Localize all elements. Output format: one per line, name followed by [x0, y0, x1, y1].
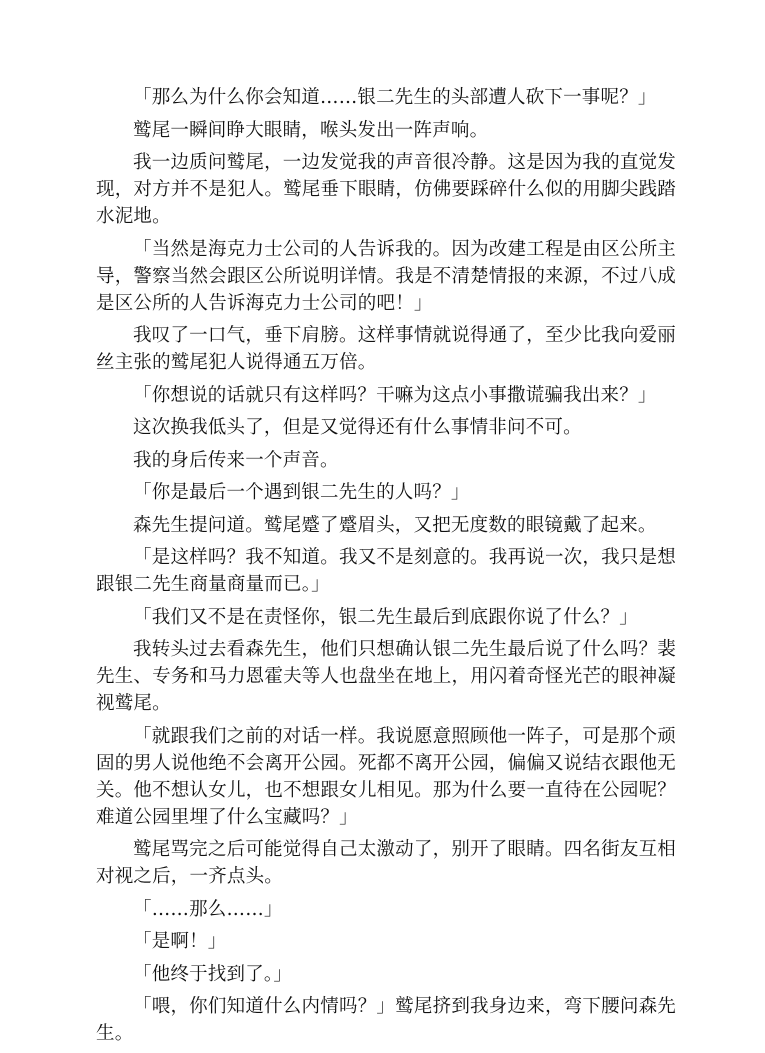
- paragraph-10: 森先生提问道。鹫尾蹙了蹙眉头，又把无度数的眼镜戴了起来。: [133, 514, 657, 536]
- paragraph-6: 「你想说的话就只有这样吗？干嘛为这点小事撒谎骗我出来？」: [133, 384, 657, 406]
- paragraph-7: 这次换我低头了，但是又觉得还有什么事情非问不可。: [133, 417, 582, 438]
- book-page: [96, 84, 676, 1053]
- paragraph-12: 「我们又不是在责怪你，银二先生最后到底跟你说了什么？」: [133, 606, 638, 628]
- paragraph-3: 我一边质问鹫尾，一边发觉我的声音很冷静。这是因为我的直觉发现，对方并不是犯人。鹫尾垂下眼睛，仿佛要踩碎什么似的用脚尖践踏水泥地。: [96, 152, 676, 227]
- paragraph-14: 「就跟我们之前的对话一样。我说愿意照顾他一阵子，可是那个顽固的男人说他绝不会离开公园。死都不离开公园，偏偏又说结衣跟他无关。他不想认女儿，也不想跟女儿相见。那为什么要一直待在公园呢？难道公园里埋了什么宝藏吗？」: [96, 725, 676, 828]
- paragraph-17: 「是啊！」: [133, 931, 227, 952]
- paragraph-1: 「那么为什么你会知道……银二先生的头部遭人砍下一事呢？」: [133, 87, 657, 108]
- paragraph-15: 鹫尾骂完之后可能觉得自己太激动了，别开了眼睛。四名街友互相对视之后，一齐点头。: [96, 839, 676, 887]
- paragraph-11: 「是这样吗？我不知道。我又不是刻意的。我再说一次，我只是想跟银二先生商量商量而已。」: [96, 547, 676, 595]
- paragraph-5: 我叹了一口气，垂下肩膀。这样事情就说得通了，至少比我向爱丽丝主张的鹫尾犯人说得通五万倍。: [96, 325, 676, 373]
- paragraph-19: 「喂，你们知道什么内情吗？」鹫尾挤到我身边来，弯下腰问森先生。: [96, 996, 676, 1044]
- paragraph-18: 「他终于找到了。」: [133, 963, 293, 985]
- paragraph-16: 「……那么……」: [133, 898, 283, 920]
- paragraph-9: 「你是最后一个遇到银二先生的人吗？」: [133, 482, 470, 503]
- paragraph-2: 鹫尾一瞬间睁大眼睛，喉头发出一阵声响。: [133, 119, 489, 141]
- paragraph-4: 「当然是海克力士公司的人告诉我的。因为改建工程是由区公所主导，警察当然会跟区公所说明详情。我是不清楚情报的来源，不过八成是区公所的人告诉海克力士公司的吧！」: [96, 238, 676, 314]
- paragraph-13: 我转头过去看森先生，他们只想确认银二先生最后说了什么吗？裴先生、专务和马力恩霍夫等人也盘坐在地上，用闪着奇怪光芒的眼神凝视鹫尾。: [96, 639, 676, 714]
- paragraph-8: 我的身后传来一个声音。: [133, 449, 339, 471]
